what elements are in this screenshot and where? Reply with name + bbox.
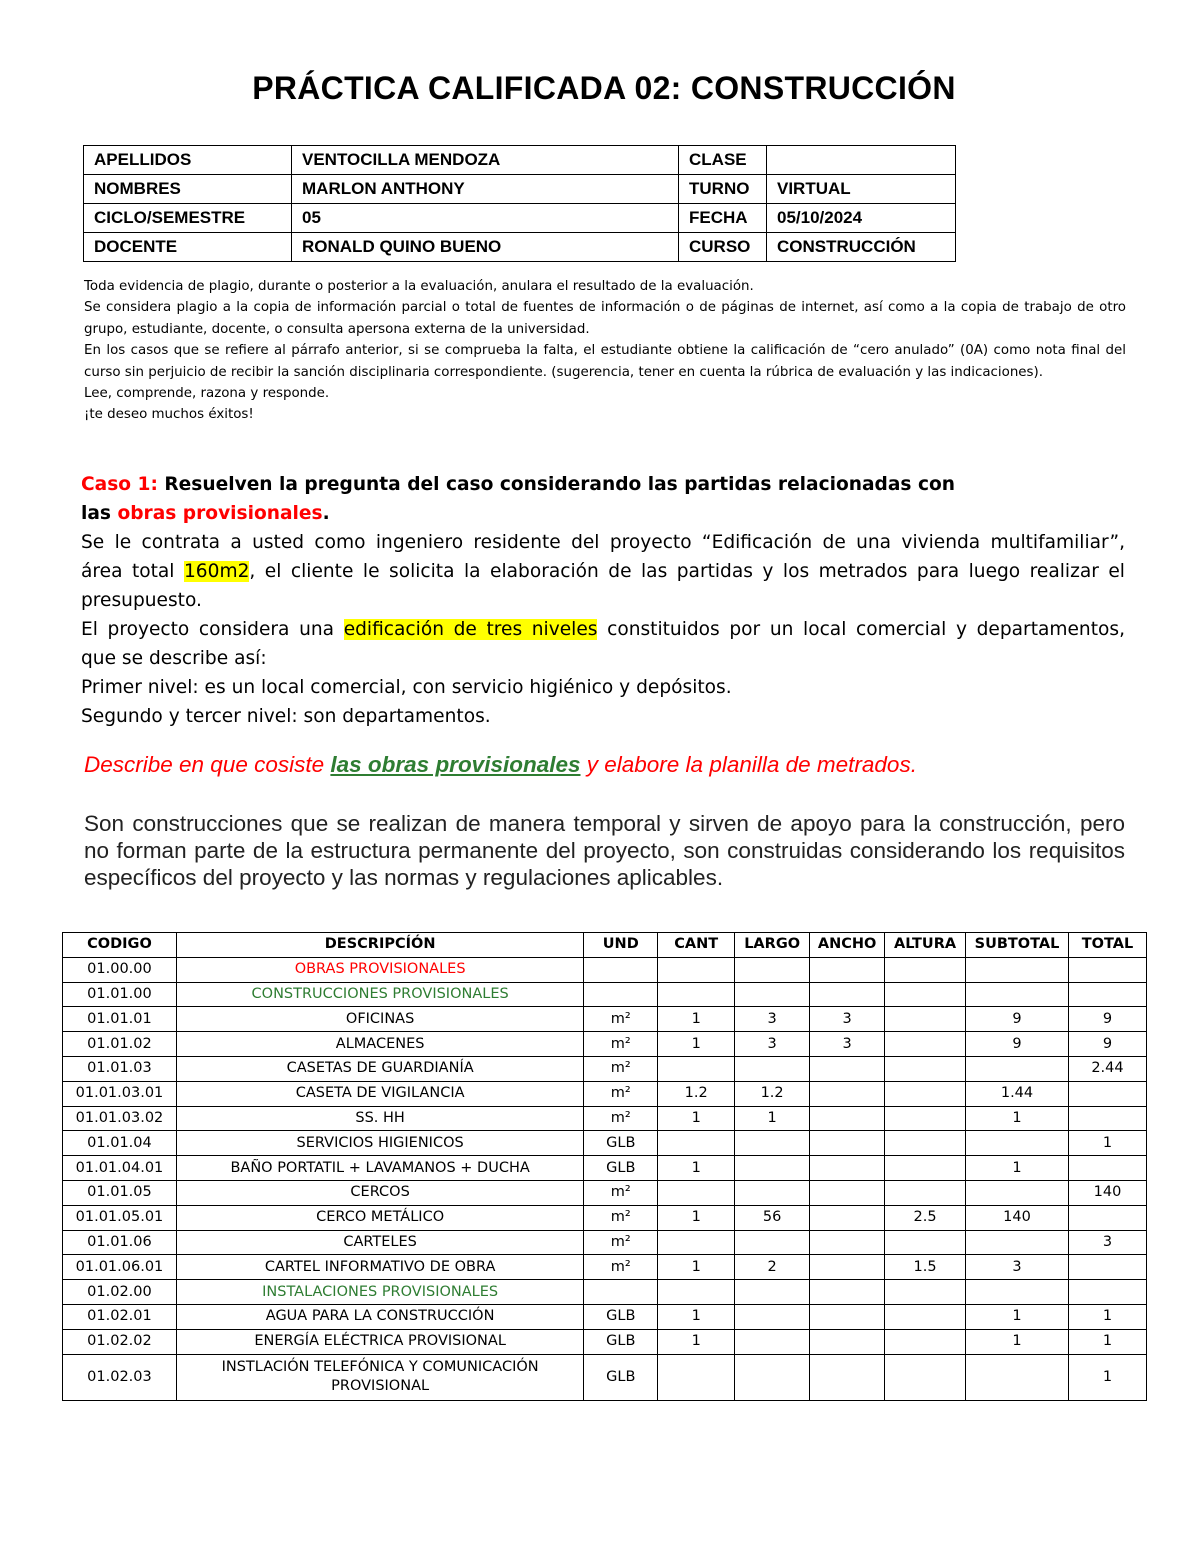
table-cell	[584, 1280, 658, 1305]
info-label: TURNO	[679, 175, 767, 204]
table-cell: 01.01.04.01	[63, 1156, 177, 1181]
table-cell: 01.01.06	[63, 1230, 177, 1255]
case-paragraph	[81, 557, 1125, 586]
highlighted-levels: edificación de tres niveles	[343, 619, 598, 640]
table-cell	[966, 1131, 1069, 1156]
case-label: Caso 1:	[81, 474, 158, 495]
table-cell	[810, 1205, 885, 1230]
table-cell: INSTALACIONES PROVISIONALES	[176, 1280, 583, 1305]
info-value: 05/10/2024	[767, 204, 956, 233]
table-row	[63, 1081, 1147, 1106]
table-cell: 1	[966, 1329, 1069, 1354]
table-cell	[810, 1180, 885, 1205]
table-cell	[584, 957, 658, 982]
table-row	[63, 1131, 1147, 1156]
table-cell: GLB	[584, 1329, 658, 1354]
table-cell: 01.02.00	[63, 1280, 177, 1305]
table-cell	[658, 1354, 735, 1400]
table-cell: 2	[735, 1255, 810, 1280]
table-cell	[810, 1106, 885, 1131]
table-cell	[1068, 1255, 1146, 1280]
table-cell	[966, 1354, 1069, 1400]
info-value: MARLON ANTHONY	[292, 175, 679, 204]
table-cell: CASETAS DE GUARDIANÍA	[176, 1056, 583, 1081]
table-cell	[735, 1131, 810, 1156]
table-cell: 1.5	[885, 1255, 966, 1280]
table-cell: 2.44	[1068, 1056, 1146, 1081]
table-cell	[966, 957, 1069, 982]
table-cell	[810, 1329, 885, 1354]
table-cell: m²	[584, 1230, 658, 1255]
metrados-table	[62, 932, 1147, 1401]
table-cell: GLB	[584, 1354, 658, 1400]
table-cell	[966, 1056, 1069, 1081]
case-paragraph: Segundo y tercer nivel: son departamentos.	[81, 706, 491, 727]
table-cell: 01.01.05.01	[63, 1205, 177, 1230]
table-cell: 01.01.01	[63, 1007, 177, 1032]
table-cell	[735, 1056, 810, 1081]
info-value: CONSTRUCCIÓN	[767, 233, 956, 262]
table-cell	[885, 1280, 966, 1305]
table-cell	[885, 1081, 966, 1106]
column-header: CODIGO	[63, 933, 177, 958]
table-row	[63, 1354, 1147, 1400]
table-cell: 9	[1068, 1032, 1146, 1057]
table-row	[63, 1007, 1147, 1032]
highlighted-area: 160m2	[183, 561, 250, 582]
table-cell: 01.02.02	[63, 1329, 177, 1354]
table-cell	[966, 982, 1069, 1007]
table-cell	[1068, 1205, 1146, 1230]
table-cell	[1068, 1280, 1146, 1305]
table-cell: GLB	[584, 1131, 658, 1156]
case-heading-line2	[81, 499, 1125, 528]
table-cell	[885, 1032, 966, 1057]
table-row	[63, 1304, 1147, 1329]
table-cell: m²	[584, 1081, 658, 1106]
table-cell: m²	[584, 1255, 658, 1280]
case-text: , el cliente le solicita la elaboración de las partidas y los metrados para luego realizar el	[249, 561, 1125, 582]
case-text: El proyecto considera una	[81, 619, 344, 640]
table-cell: m²	[584, 1032, 658, 1057]
case-text: constituidos por un local comercial y departamentos,	[597, 619, 1125, 640]
table-cell: 3	[810, 1007, 885, 1032]
info-value	[767, 146, 956, 175]
table-cell: 1	[966, 1156, 1069, 1181]
table-cell	[658, 1180, 735, 1205]
table-cell	[810, 1230, 885, 1255]
table-cell	[885, 1354, 966, 1400]
task-prompt	[84, 752, 1128, 778]
info-label: CICLO/SEMESTRE	[84, 204, 292, 233]
table-cell: GLB	[584, 1304, 658, 1329]
page-title: PRÁCTICA CALIFICADA 02: CONSTRUCCIÓN	[252, 70, 956, 106]
table-header-row	[63, 933, 1147, 958]
case-heading-text: las	[81, 503, 118, 524]
note-line: Se considera plagio a la copia de información parcial o total de fuentes de información o de páginas de internet, así como a la copia de trabajo de otro grupo, estudiante, docente, o consulta apersona externa de la universidad.	[84, 300, 1126, 337]
case-paragraph	[81, 615, 1125, 644]
table-cell: 1	[1068, 1329, 1146, 1354]
case-heading-text: .	[322, 503, 330, 524]
case-heading-text: Resuelven la pregunta del caso considerando las partidas relacionadas con	[157, 474, 955, 495]
table-cell	[810, 1081, 885, 1106]
table-cell	[885, 1007, 966, 1032]
case-paragraph: presupuesto.	[81, 590, 202, 611]
table-cell: 01.01.03.02	[63, 1106, 177, 1131]
info-row	[84, 175, 956, 204]
table-cell	[885, 1329, 966, 1354]
table-row	[63, 1156, 1147, 1181]
table-cell: CARTEL INFORMATIVO DE OBRA	[176, 1255, 583, 1280]
table-cell: 1	[658, 1304, 735, 1329]
column-header: ALTURA	[885, 933, 966, 958]
table-cell: CARTELES	[176, 1230, 583, 1255]
answer-paragraph: Son construcciones que se realizan de manera temporal y sirven de apoyo para la construcción, pero no forman parte de la estructura permanente del proyecto, son construidas considerando los requisitos específicos del proyecto y las normas y regulaciones aplicables.	[84, 811, 1125, 890]
table-cell: 1.44	[966, 1081, 1069, 1106]
table-row	[63, 1230, 1147, 1255]
table-cell: m²	[584, 1007, 658, 1032]
table-cell: ALMACENES	[176, 1032, 583, 1057]
table-cell: SS. HH	[176, 1106, 583, 1131]
table-cell	[735, 1280, 810, 1305]
note-line: Lee, comprende, razona y responde.	[84, 386, 330, 402]
table-row	[63, 1329, 1147, 1354]
table-cell	[658, 1056, 735, 1081]
table-cell	[810, 1056, 885, 1081]
table-cell	[966, 1180, 1069, 1205]
info-label: DOCENTE	[84, 233, 292, 262]
info-label: NOMBRES	[84, 175, 292, 204]
table-row	[63, 1280, 1147, 1305]
table-cell	[885, 957, 966, 982]
table-cell: 3	[735, 1032, 810, 1057]
info-row	[84, 233, 956, 262]
info-value: VENTOCILLA MENDOZA	[292, 146, 679, 175]
column-header: SUBTOTAL	[966, 933, 1069, 958]
table-cell	[885, 1230, 966, 1255]
column-header: DESCRIPCÍÓN	[176, 933, 583, 958]
case-paragraph: que se describe así:	[81, 648, 267, 669]
table-row	[63, 1255, 1147, 1280]
column-header: TOTAL	[1068, 933, 1146, 958]
table-cell	[735, 1304, 810, 1329]
table-cell: 01.01.04	[63, 1131, 177, 1156]
column-header: CANT	[658, 933, 735, 958]
table-cell: 1	[966, 1304, 1069, 1329]
table-cell: 1	[658, 1007, 735, 1032]
info-label: APELLIDOS	[84, 146, 292, 175]
table-cell	[735, 1156, 810, 1181]
table-cell	[810, 1280, 885, 1305]
table-cell	[885, 1304, 966, 1329]
table-cell: SERVICIOS HIGIENICOS	[176, 1131, 583, 1156]
table-cell	[810, 1354, 885, 1400]
table-row	[63, 957, 1147, 982]
table-cell	[810, 1131, 885, 1156]
case-section	[81, 470, 1125, 731]
info-row	[84, 146, 956, 175]
table-cell	[885, 1056, 966, 1081]
table-cell: 01.01.02	[63, 1032, 177, 1057]
info-label: CLASE	[679, 146, 767, 175]
table-cell: 1.2	[735, 1081, 810, 1106]
case-paragraph: Primer nivel: es un local comercial, con servicio higiénico y depósitos.	[81, 677, 732, 698]
table-cell: 01.02.01	[63, 1304, 177, 1329]
info-row	[84, 204, 956, 233]
table-cell	[966, 1280, 1069, 1305]
case-heading	[81, 470, 1125, 499]
info-value: 05	[292, 204, 679, 233]
column-header: LARGO	[735, 933, 810, 958]
table-cell: 1	[658, 1205, 735, 1230]
table-cell: BAÑO PORTATIL + LAVAMANOS + DUCHA	[176, 1156, 583, 1181]
info-value: VIRTUAL	[767, 175, 956, 204]
table-cell: 1	[658, 1156, 735, 1181]
table-cell: 140	[966, 1205, 1069, 1230]
table-cell	[885, 982, 966, 1007]
table-cell: 9	[1068, 1007, 1146, 1032]
table-cell: ENERGÍA ELÉCTRICA PROVISIONAL	[176, 1329, 583, 1354]
table-cell	[810, 1304, 885, 1329]
note-line: En los casos que se refiere al párrafo anterior, si se comprueba la falta, el estudiante obtiene la calificación de “cero anulado” (0A) como nota final del curso sin perjuicio de recibir la sanción disciplinaria correspondiente. (sugerencia, tener en cuenta la rúbrica de evaluación y las indicaciones).	[84, 343, 1126, 380]
table-cell: CASETA DE VIGILANCIA	[176, 1081, 583, 1106]
table-cell: INSTLACIÓN TELEFÓNICA Y COMUNICACIÓN PROVISIONAL	[176, 1354, 583, 1400]
table-cell: 01.01.03.01	[63, 1081, 177, 1106]
table-cell: 01.01.03	[63, 1056, 177, 1081]
table-cell: 1	[1068, 1131, 1146, 1156]
table-cell: 2.5	[885, 1205, 966, 1230]
table-cell	[1068, 1081, 1146, 1106]
table-cell: 1	[658, 1032, 735, 1057]
table-cell: 3	[1068, 1230, 1146, 1255]
column-header: ANCHO	[810, 933, 885, 958]
column-header: UND	[584, 933, 658, 958]
table-cell: 1	[658, 1106, 735, 1131]
table-cell	[735, 957, 810, 982]
table-cell: 9	[966, 1032, 1069, 1057]
table-cell: 01.00.00	[63, 957, 177, 982]
table-cell	[810, 1255, 885, 1280]
table-cell: CERCO METÁLICO	[176, 1205, 583, 1230]
info-value: RONALD QUINO BUENO	[292, 233, 679, 262]
table-row	[63, 1106, 1147, 1131]
table-cell: OFICINAS	[176, 1007, 583, 1032]
table-cell: AGUA PARA LA CONSTRUCCIÓN	[176, 1304, 583, 1329]
info-label: FECHA	[679, 204, 767, 233]
table-cell	[658, 1280, 735, 1305]
table-cell	[810, 957, 885, 982]
case-text: área total	[81, 561, 184, 582]
table-cell	[885, 1156, 966, 1181]
table-cell	[735, 982, 810, 1007]
table-cell	[885, 1106, 966, 1131]
table-cell	[1068, 982, 1146, 1007]
table-cell: m²	[584, 1056, 658, 1081]
table-row	[63, 982, 1147, 1007]
table-row	[63, 1056, 1147, 1081]
table-cell	[584, 982, 658, 1007]
table-cell	[735, 1354, 810, 1400]
table-row	[63, 1180, 1147, 1205]
note-line: ¡te deseo muchos éxitos!	[84, 407, 254, 423]
table-cell: CONSTRUCCIONES PROVISIONALES	[176, 982, 583, 1007]
table-cell	[1068, 1106, 1146, 1131]
info-label: CURSO	[679, 233, 767, 262]
table-row	[63, 1205, 1147, 1230]
table-cell	[885, 1131, 966, 1156]
table-cell	[658, 982, 735, 1007]
table-cell	[885, 1180, 966, 1205]
table-cell: 1	[966, 1106, 1069, 1131]
table-cell: 01.02.03	[63, 1354, 177, 1400]
table-cell	[735, 1230, 810, 1255]
table-cell: 1	[1068, 1304, 1146, 1329]
table-cell: 56	[735, 1205, 810, 1230]
table-cell: CERCOS	[176, 1180, 583, 1205]
table-cell: 140	[1068, 1180, 1146, 1205]
table-cell	[810, 982, 885, 1007]
table-cell: 3	[810, 1032, 885, 1057]
table-cell: 01.01.06.01	[63, 1255, 177, 1280]
task-highlight: las obras provisionales	[330, 752, 581, 777]
table-cell: m²	[584, 1180, 658, 1205]
table-cell: OBRAS PROVISIONALES	[176, 957, 583, 982]
table-cell: 1	[735, 1106, 810, 1131]
table-cell	[658, 1230, 735, 1255]
task-text: Describe en que cosiste	[84, 752, 331, 777]
case-heading-highlight: obras provisionales	[117, 503, 323, 524]
student-info-table	[83, 145, 956, 262]
table-cell: 1	[1068, 1354, 1146, 1400]
table-cell: 1	[658, 1329, 735, 1354]
table-cell	[810, 1156, 885, 1181]
table-cell: 01.01.00	[63, 982, 177, 1007]
table-cell	[735, 1180, 810, 1205]
instructions-notes	[84, 276, 1126, 426]
task-text: y elabore la planilla de metrados.	[580, 752, 917, 777]
table-cell	[1068, 957, 1146, 982]
table-cell	[966, 1230, 1069, 1255]
table-cell: 9	[966, 1007, 1069, 1032]
table-cell	[1068, 1156, 1146, 1181]
table-cell: 1	[658, 1255, 735, 1280]
table-cell: 3	[966, 1255, 1069, 1280]
table-cell: 3	[735, 1007, 810, 1032]
table-cell	[658, 1131, 735, 1156]
table-cell: 01.01.05	[63, 1180, 177, 1205]
table-cell: GLB	[584, 1156, 658, 1181]
note-line: Toda evidencia de plagio, durante o posterior a la evaluación, anulara el resultado de la evaluación.	[84, 279, 754, 294]
table-cell: m²	[584, 1106, 658, 1131]
table-row	[63, 1032, 1147, 1057]
table-cell: 1.2	[658, 1081, 735, 1106]
table-cell	[658, 957, 735, 982]
case-paragraph: Se le contrata a usted como ingeniero residente del proyecto “Edificación de una vivienda multifamiliar”,	[81, 532, 1125, 553]
table-cell: m²	[584, 1205, 658, 1230]
table-cell	[735, 1329, 810, 1354]
